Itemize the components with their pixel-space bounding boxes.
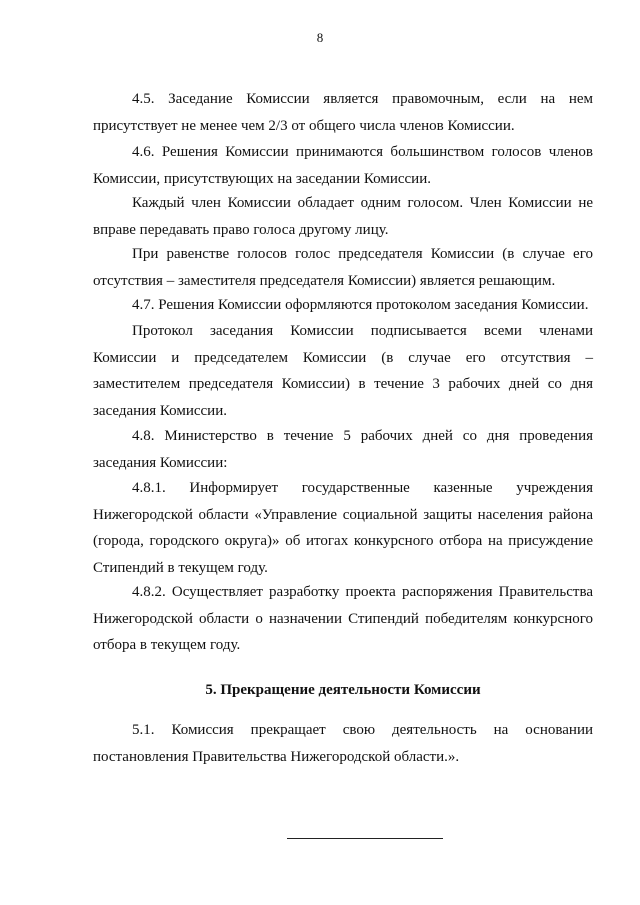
paragraph-4-8-2: 4.8.2. Осуществляет разработку проекта распоряжения Правительства Нижегородской области о назначении Стипендий победителям конкурсного отбора в текущем году. xyxy=(93,584,593,653)
paragraph-protocol: Протокол заседания Комиссии подписывается всеми членами Комиссии и председателем Комиссии (в случае его отсутствия – заместителем председателя Комиссии) в течение 3 рабочих дней со дня заседания Комиссии. xyxy=(93,323,593,419)
paragraph-4-5: 4.5. Заседание Комиссии является правомочным, если на нем присутствует не менее чем 2/3 от общего числа членов Комиссии. xyxy=(93,91,593,134)
paragraph-4-8: 4.8. Министерство в течение 5 рабочих дней со дня проведения заседания Комиссии: xyxy=(93,428,593,471)
page-number: 8 xyxy=(316,30,324,45)
paragraph-4-7: 4.7. Решения Комиссии оформляются протоколом заседания Комиссии. xyxy=(132,297,589,313)
paragraph-4-8-1: 4.8.1. Информирует государственные казенные учреждения Нижегородской области «Управление социальной защиты населения района (города, городского округа)» об итогах конкурсного отбора на присуждение Стипендий в текущем году. xyxy=(93,480,593,576)
footer-divider xyxy=(287,838,443,839)
paragraph-chairman-vote: При равенстве голосов голос председателя Комиссии (в случае его отсутствия – заместителя председателя Комиссии) является решающим. xyxy=(93,246,593,289)
paragraph-4-6: 4.6. Решения Комиссии принимаются большинством голосов членов Комиссии, присутствующих на заседании Комиссии. xyxy=(93,144,593,187)
paragraph-5-1: 5.1. Комиссия прекращает свою деятельность на основании постановления Правительства Нижегородской области.». xyxy=(93,722,593,765)
section-5-title: 5. Прекращение деятельности Комиссии xyxy=(205,682,481,698)
paragraph-one-vote: Каждый член Комиссии обладает одним голосом. Член Комиссии не вправе передавать право голоса другому лицу. xyxy=(93,195,593,238)
